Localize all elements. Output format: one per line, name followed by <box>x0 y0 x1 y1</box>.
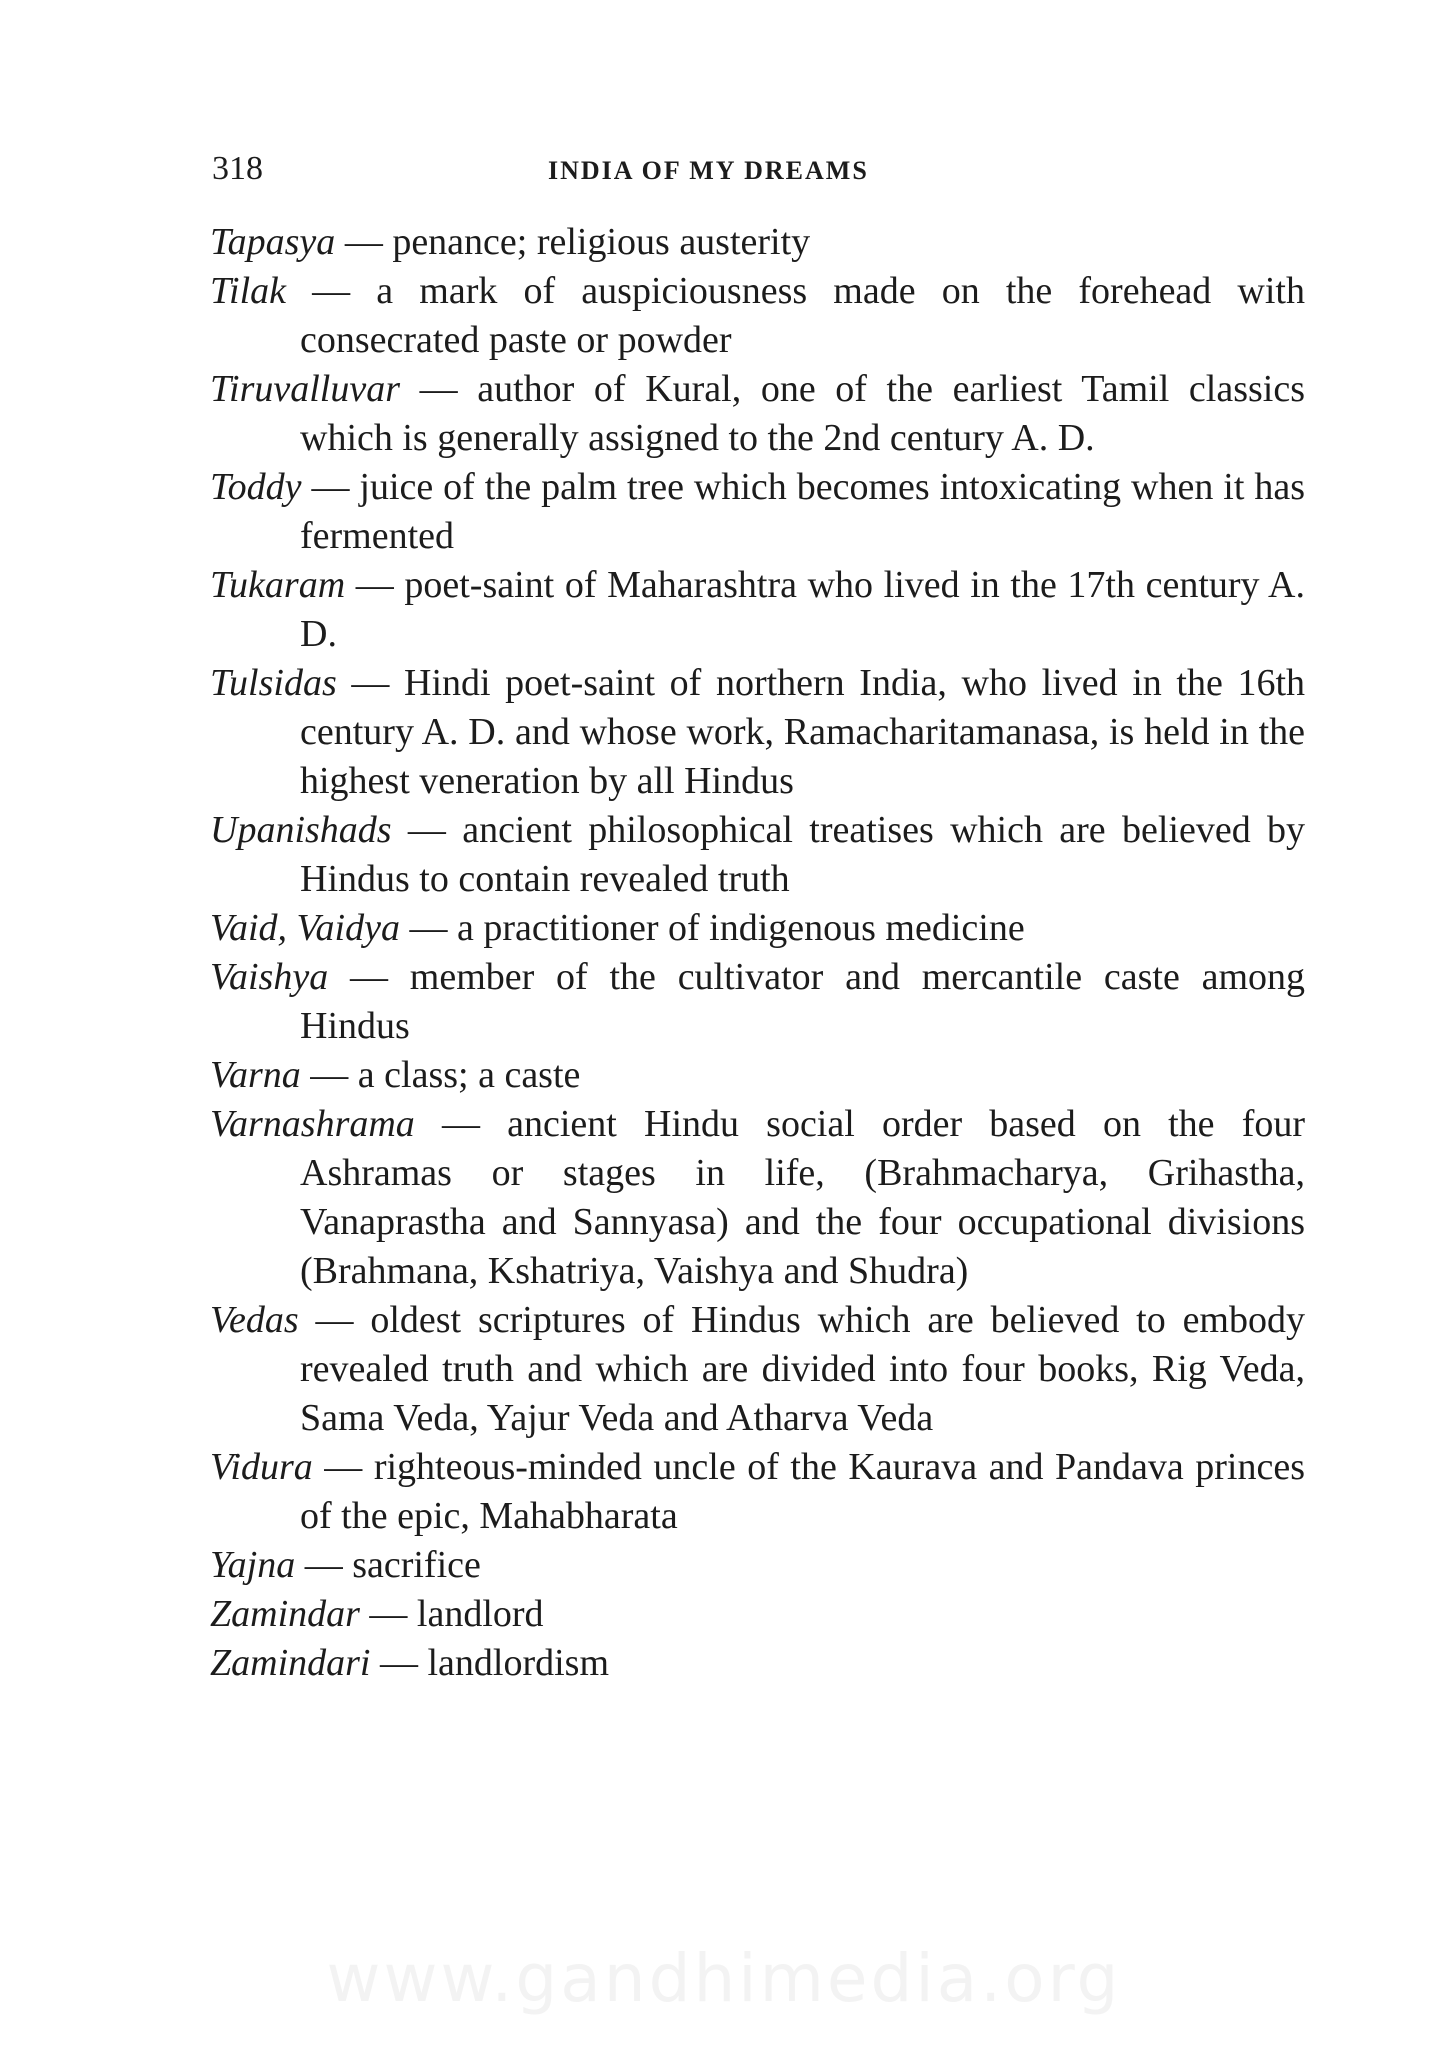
page-number: 318 <box>212 150 263 187</box>
glossary-definition: sacrifice <box>352 1544 481 1586</box>
glossary-entry: Yajna — sacrifice <box>210 1544 481 1586</box>
running-title: INDIA OF MY DREAMS <box>548 156 869 185</box>
glossary-entry: Zamindari — landlordism <box>210 1642 610 1684</box>
glossary-term: Tiruvalluvar <box>210 368 401 410</box>
glossary-entry: Vaishya — member of the cultivator and mercantile caste among Hindus <box>210 956 1306 1047</box>
glossary-term: Tulsidas <box>210 662 337 704</box>
glossary-entry: Varnashrama — ancient Hindu social order based on the four Ashramas or stages in life, (Brahmacharya, Grihastha, Vanaprastha and Sannyasa) and the four occupational divisions (Brahmana, Kshatriya, Vaishya and Shudra) <box>210 1103 1305 1292</box>
glossary-term: Zamindari <box>210 1642 371 1684</box>
glossary-definition: penance; religious austerity <box>392 221 811 263</box>
glossary-term: Tukaram <box>210 564 346 606</box>
glossary-definition: a class; a caste <box>357 1054 581 1096</box>
glossary-definition: a mark of auspiciousness made on the forehead with consecrated paste or powder <box>300 270 1305 361</box>
glossary-entry: Varna — a class; a caste <box>210 1054 581 1096</box>
glossary-definition: oldest scriptures of Hindus which are believed to embody revealed truth and which are divided into four books, Rig Veda, Sama Veda, Yajur Veda and Atharva Veda <box>300 1299 1305 1439</box>
glossary-entry: Tapasya — penance; religious austerity <box>210 221 811 263</box>
glossary-definition: a practitioner of indigenous medicine <box>456 907 1025 949</box>
glossary-definition: landlord <box>416 1593 544 1635</box>
glossary-definition: ancient philosophical treatises which are believed by Hindus to contain revealed truth <box>300 809 1305 900</box>
glossary-definition: righteous-minded uncle of the Kaurava and Pandava princes of the epic, Mahabharata <box>300 1446 1305 1537</box>
glossary-entry: Vedas — oldest scriptures of Hindus which are believed to embody revealed truth and which are divided into four books, Rig Veda, Sama Veda, Yajur Veda and Atharva Veda <box>210 1299 1305 1439</box>
glossary-term: Varna <box>210 1054 301 1096</box>
glossary-entry: Upanishads — ancient philosophical treatises which are believed by Hindus to contain revealed truth <box>210 809 1305 900</box>
glossary-term: Zamindar <box>210 1593 360 1635</box>
glossary-term: Tilak <box>210 270 287 312</box>
glossary-entry: Tulsidas — Hindi poet-saint of northern India, who lived in the 16th century A. D. and whose work, Ramacharitamanasa, is held in the highest veneration by all Hindus <box>210 662 1305 802</box>
glossary-term: Vedas <box>210 1299 299 1341</box>
glossary-definition: juice of the palm tree which becomes intoxicating when it has fermented <box>300 466 1306 557</box>
glossary-term: Upanishads <box>210 809 392 851</box>
glossary-entry: Vaid, Vaidya — a practitioner of indigenous medicine <box>210 907 1025 949</box>
glossary-entry: Tiruvalluvar — author of Kural, one of the earliest Tamil classics which is generally assigned to the 2nd century A. D. <box>210 368 1306 459</box>
glossary-entry: Tilak — a mark of auspiciousness made on the forehead with consecrated paste or powder <box>210 270 1305 361</box>
glossary-list <box>210 218 1305 1688</box>
glossary-term: Vaishya <box>210 956 329 998</box>
glossary-term: Yajna <box>210 1544 296 1586</box>
glossary-term: Tapasya <box>210 221 336 263</box>
glossary-entry: Vidura — righteous-minded uncle of the Kaurava and Pandava princes of the epic, Mahabharata <box>210 1446 1305 1537</box>
glossary-definition: poet-saint of Maharashtra who lived in the 17th century A. D. <box>300 564 1305 655</box>
glossary-entry: Toddy — juice of the palm tree which becomes intoxicating when it has fermented <box>210 466 1306 557</box>
glossary-term: Toddy <box>210 466 302 508</box>
glossary-definition: Hindi poet-saint of northern India, who lived in the 16th century A. D. and whose work, Ramacharitamanasa, is held in the highest veneration by all Hindus <box>300 662 1305 802</box>
watermark: www.gandhimedia.org <box>326 1940 1122 2017</box>
page-header <box>212 150 1312 190</box>
glossary-definition: landlordism <box>427 1642 610 1684</box>
glossary-definition: ancient Hindu social order based on the four Ashramas or stages in life, (Brahmacharya, Grihastha, Vanaprastha and Sannyasa) and the four occupational divisions (Brahmana, Kshatriya, Vaishya and Shudra) <box>300 1103 1305 1292</box>
glossary-entry: Tukaram — poet-saint of Maharashtra who lived in the 17th century A. D. <box>210 564 1305 655</box>
glossary-definition: author of Kural, one of the earliest Tamil classics which is generally assigned to the 2nd century A. D. <box>300 368 1306 459</box>
glossary-definition: member of the cultivator and mercantile caste among Hindus <box>300 956 1306 1047</box>
glossary-entry: Zamindar — landlord <box>210 1593 544 1635</box>
glossary-term: Vidura <box>210 1446 313 1488</box>
glossary-term: Varnashrama <box>210 1103 415 1145</box>
glossary-term: Vaid, Vaidya <box>210 907 400 949</box>
